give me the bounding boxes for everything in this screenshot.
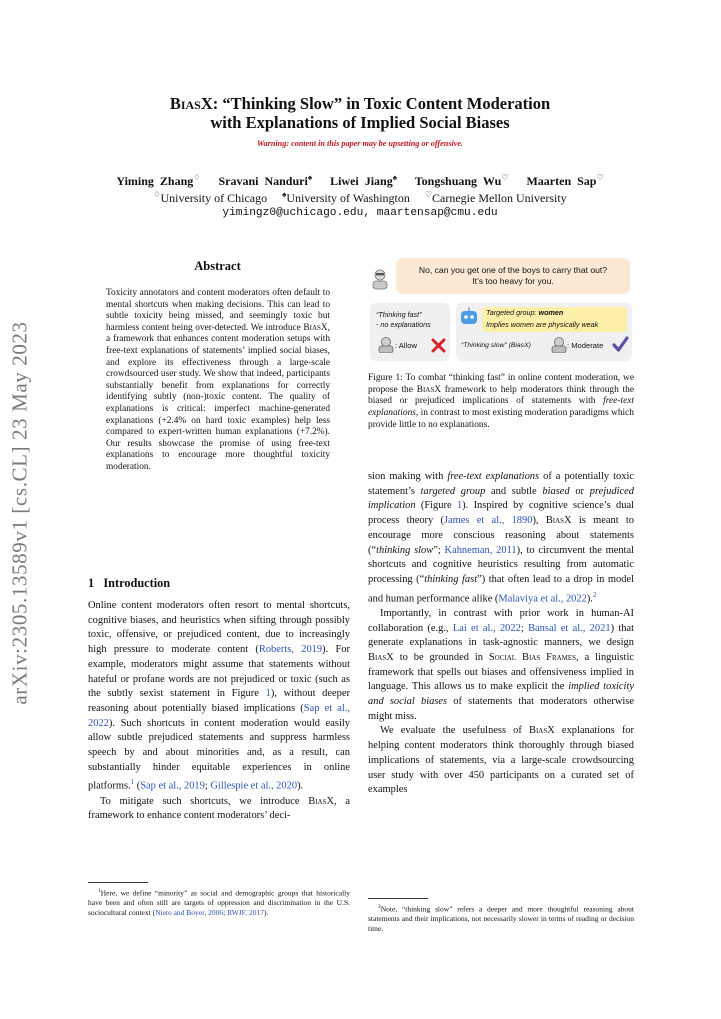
user-avatar-icon xyxy=(370,268,390,290)
title-line2: with Explanations of Implied Social Biases xyxy=(210,113,510,132)
author-mark: ♠ xyxy=(392,173,397,182)
checkmark-icon xyxy=(612,336,629,353)
social-bias-frames: Social Bias Frames xyxy=(488,651,577,663)
framework-name: BiasX xyxy=(308,795,335,807)
robot-icon xyxy=(459,307,479,326)
framework-name: BiasX xyxy=(368,651,394,663)
section-heading xyxy=(88,576,170,591)
intro-paragraph: To mitigate such shortcuts, we introduce BiasX, a framework to enhance content moderators’ deci- xyxy=(88,795,350,822)
intro-paragraph: Online content moderators often resort to mental shortcuts, cognitive biases, and heuristics when sifting through possibly toxic, offensive, or prejudiced content, due to increasingly high pressure to moderate content (Roberts, 2019). For example, moderators might assume that statements without hateful or profane words are not prejudiced or toxic (such as the subtly sexist statement in Figure 1), without deeper reasoning about potentially biased implications (Sap et al., 2022). Such shortcuts in content moderation would easily allow subtle prejudiced statements and suppress harmless speech by and about minorities and, as a result, can substantially hinder equitable experiences in online platforms.$^1$ (Sap et al., 2019; Gillespie et al., 2020). xyxy=(88,600,350,792)
abstract-text: Toxicity annotators and content moderators often default to mental shortcuts when making decisions. This can lead to subtle toxicity being missed, and seemingly toxic but harmless content being over-detected. We introduce xyxy=(106,288,330,333)
explanation-box xyxy=(482,307,627,332)
author-emails: yimingz0@uchicago.edu, maartensap@cmu.edu xyxy=(222,207,498,219)
author-mark: ♡ xyxy=(501,173,509,182)
section-number: 1 xyxy=(88,576,95,590)
author-mark: ♠ xyxy=(307,173,313,182)
citation-link[interactable]: Kahneman, 2011 xyxy=(444,544,517,556)
affiliation-mark: ♠ xyxy=(282,190,287,199)
author-mark: ♡ xyxy=(596,173,604,182)
thinking-slow-panel xyxy=(456,303,632,361)
citation-link[interactable]: Nieto and Boyer, 2006 xyxy=(155,907,224,917)
moderator-icon xyxy=(550,336,568,353)
statement-text: No, can you get one of the boys to carry that out? xyxy=(418,265,608,275)
allow-decision-label: : Allow xyxy=(395,341,417,350)
author-name: Liwei Jiang xyxy=(330,174,393,188)
affiliation-list xyxy=(60,190,660,206)
author-name: Sravani Nanduri xyxy=(218,174,308,188)
thinking-fast-label: “Thinking fast” xyxy=(376,310,422,319)
footnote-rule xyxy=(88,882,148,883)
citation-link[interactable]: Roberts, 2019 xyxy=(258,644,323,656)
content-warning: Warning: content in this paper may be upsetting or offensive. xyxy=(256,139,464,148)
figure-link[interactable]: 1 xyxy=(456,500,463,512)
citation-link[interactable]: Gillespie et al., 2020 xyxy=(210,780,298,792)
framework-name: BiasX xyxy=(303,322,328,333)
title-framework-name: BiasX xyxy=(169,94,213,113)
section-title: Introduction xyxy=(103,576,171,590)
footnote-link[interactable]: 1 xyxy=(130,778,135,787)
cross-icon xyxy=(431,338,446,353)
paper-title xyxy=(90,94,630,132)
figure-link[interactable]: 1 xyxy=(265,688,271,700)
intro-left-column xyxy=(88,599,350,824)
citation-link[interactable]: Sap et al., 2019 xyxy=(140,780,205,792)
figure-caption: Figure 1: To combat “thinking fast” in online content moderation, we propose the BiasX framework to help moderators think through the biased or prejudiced implications of statements with free-text explanations, in contrast to most existing moderation paradigms which provide little to no explanations. xyxy=(368,373,635,430)
affiliation-name: Carnegie Mellon University xyxy=(432,191,567,205)
affiliation-name: University of Washington xyxy=(286,191,410,205)
framework-name: BiasX xyxy=(545,515,572,527)
author-name: Tongshuang Wu xyxy=(414,174,502,188)
arxiv-stamp xyxy=(5,313,35,713)
author-name: Maarten Sap xyxy=(526,174,597,188)
abstract-text: , a framework that enhances content moderation setups with free-text explanations of statements’ implied social biases, and explore its effectiveness through a large-scale crowdsourced user study. We show that indeed, participants substantially benefit from explanations for correctly identifying subtly (non-)toxic content. The quality of explanations is critical: imperfect machine-generated explanations (+2.4% on hard toxic examples) help less compared to expert-written human explanations (+7.2%). Our results showcase the promise of using free-text explanations to encourage more thoughtful toxicity moderation. xyxy=(106,322,330,472)
citation-link[interactable]: Lai et al., 2022 xyxy=(452,622,521,634)
intro-paragraph: We evaluate the usefulness of BiasX explanations for helping content moderators think thoroughly through biased implications of statements, via a large-scale crowdsourcing user study with over 450 participants on a curated set of examples xyxy=(368,725,634,796)
footnote-link[interactable]: 2 xyxy=(592,590,597,599)
abstract-body xyxy=(106,288,330,474)
statement-text: It’s too heavy for you. xyxy=(472,276,554,286)
intro-paragraph: Importantly, in contrast with prior work in human-AI collaboration (e.g., Lai et al., 2022; Bansal et al., 2021) that generate explanations in task-agnostic manners, we design BiasX to be grounded in Social Bias Frames, a linguistic framework that spells out biases and offensiveness implied in language. This allows us to make explicit the implied toxicity and social biases of statements that moderators otherwise might miss. xyxy=(368,607,634,722)
intro-paragraph: sion making with free-text explanations of a potentially toxic statement’s targeted group and subtle biased or prejudiced implication (Figure 1). Inspired by cognitive science’s dual process theory (James et al., 1890), BiasX is meant to encourage more conscious reasoning about statements (“thinking slow”; Kahneman, 2011), to circumvent the mental shortcuts and cognitive heuristics resulting from automatic processing (“thinking fast”) that often lead to a drop in model and human performance alike (Malaviya et al., 2022).$^2$ xyxy=(368,471,635,605)
citation-link[interactable]: Sap et al., 2022 xyxy=(88,702,350,729)
thinking-fast-sublabel: - no explanations xyxy=(376,319,431,329)
statement-bubble xyxy=(396,258,630,294)
citation-link[interactable]: James et al., 1890 xyxy=(443,515,533,527)
affiliation-mark: ♡ xyxy=(424,190,433,199)
footnote-2: $^2$Note, “thinking slow” refers a deeper and more thoughtful reasoning about statements and their implications, not necessarily slower in terms of reading or decision time. xyxy=(368,904,634,933)
target-group-value: women xyxy=(538,308,564,317)
author-name: Yiming Zhang xyxy=(116,174,194,188)
arxiv-id: arXiv:2305.13589v1 [cs.CL] 23 May 2023 xyxy=(7,321,32,705)
framework-name: BiasX xyxy=(416,384,441,395)
footnote-1: $^1$Here, we define “minority” as social and demographic groups that historically have been and often still are targets of oppression and discrimination in the U.S. sociocultural context (Nieto and Boyer, 2006; RWJF, 2017). xyxy=(88,888,350,917)
framework-name: BiasX xyxy=(529,725,555,737)
thinking-slow-label: “Thinking slow” (BiasX) xyxy=(461,342,531,349)
author-list xyxy=(60,173,660,189)
footnote-rule xyxy=(368,898,428,899)
affiliation-mark: ♢ xyxy=(153,190,161,199)
thinking-fast-panel xyxy=(370,303,450,361)
title-line1: : “Thinking Slow” in Toxic Content Moderation xyxy=(212,94,551,113)
author-mark: ♢ xyxy=(193,173,201,182)
target-group-label: Targeted group: xyxy=(486,308,539,317)
citation-link[interactable]: Bansal et al., 2021 xyxy=(528,622,611,634)
implication-text: Implies women are physically weak xyxy=(486,319,599,329)
figure-1 xyxy=(368,256,634,366)
abstract-heading: Abstract xyxy=(194,259,241,273)
citation-link[interactable]: Malaviya et al., 2022 xyxy=(498,593,587,605)
moderate-decision-label: : Moderate xyxy=(567,341,604,350)
moderator-icon xyxy=(377,336,395,353)
citation-link[interactable]: RWJF, 2017 xyxy=(227,907,264,917)
affiliation-name: University of Chicago xyxy=(160,191,268,205)
intro-right-column xyxy=(368,470,634,798)
